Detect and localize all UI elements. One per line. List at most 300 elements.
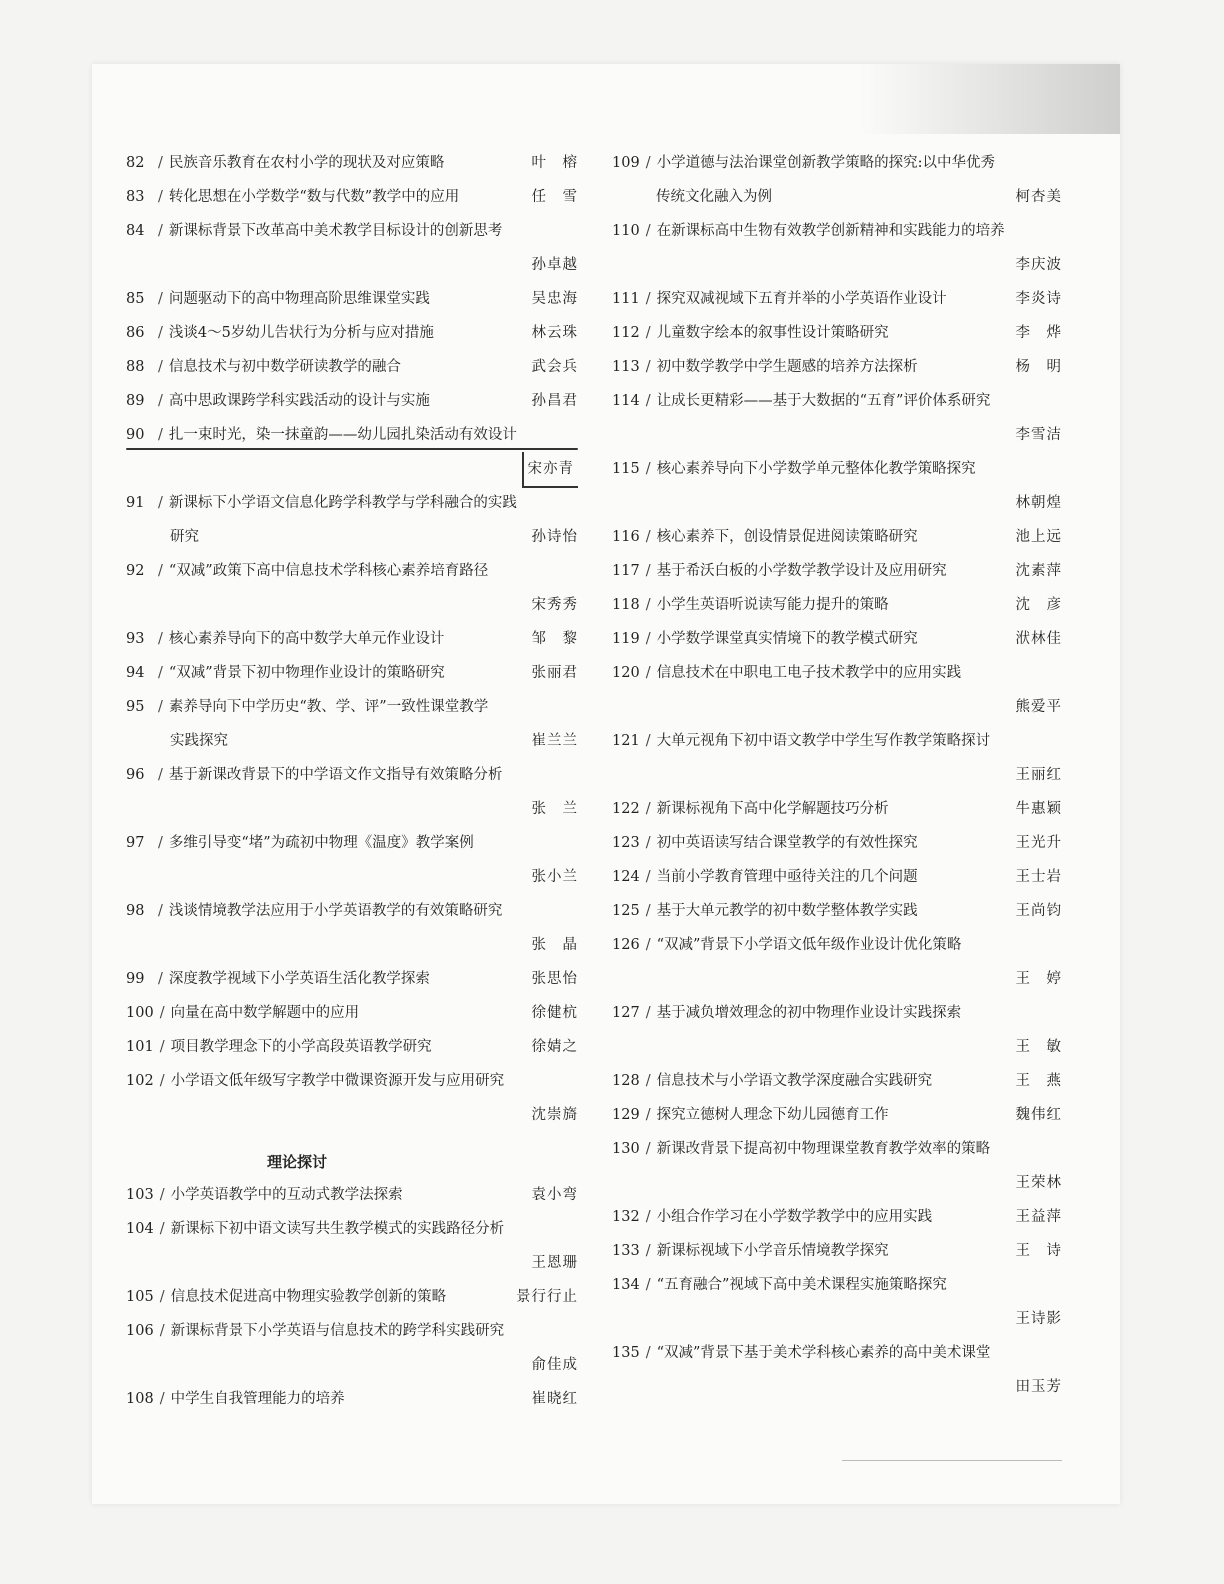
entry-page-number: 119 <box>612 631 640 647</box>
separator: / <box>645 1073 651 1089</box>
entry-page-number: 110 <box>612 223 640 239</box>
separator: / <box>158 427 163 443</box>
entry-page-number: 124 <box>612 869 640 885</box>
toc-entry-continuation <box>612 1166 1062 1200</box>
entry-author: 王尚钧 <box>1015 903 1062 919</box>
entry-title: 儿童数字绘本的叙事性设计策略研究 <box>656 325 889 341</box>
entry-page-number: 89 <box>126 393 145 409</box>
toc-entry-continuation <box>612 1370 1062 1404</box>
separator: / <box>159 1039 165 1055</box>
entry-page-number: 111 <box>612 291 640 307</box>
entry-author: 林朝煌 <box>1015 495 1062 511</box>
toc-entry-continuation <box>126 1348 578 1382</box>
toc-entry-line <box>612 350 1062 384</box>
entry-title: 让成长更精彩——基于大数据的“五育”评价体系研究 <box>656 393 991 409</box>
toc-entry <box>126 384 578 418</box>
toc-entry-line <box>126 1314 578 1348</box>
toc-entry <box>126 690 578 758</box>
separator: / <box>158 189 163 205</box>
toc-entry <box>612 860 1062 894</box>
separator: / <box>645 733 651 749</box>
entry-page-number: 133 <box>612 1243 640 1259</box>
separator: / <box>645 1243 651 1259</box>
entry-author: 宋亦青 <box>522 452 579 488</box>
toc-entry-line <box>126 622 578 656</box>
toc-entry-continuation <box>612 486 1062 520</box>
entry-title: 小学数学课堂真实情境下的教学模式研究 <box>656 631 918 647</box>
entry-author: 王 婷 <box>1015 971 1062 987</box>
entry-title: 扎一束时光，染一抹童韵——幼儿园扎染活动有效设计 <box>168 427 517 443</box>
toc-entry-line <box>126 418 578 452</box>
toc-entry <box>126 1314 578 1382</box>
entry-page-number: 118 <box>612 597 640 613</box>
entry-page-number: 92 <box>126 563 145 579</box>
toc-entry <box>126 1280 578 1314</box>
page-shadow <box>860 64 1120 134</box>
toc-entry <box>612 1132 1062 1200</box>
toc-entry <box>126 554 578 622</box>
toc-entry-line <box>612 1268 1062 1302</box>
entry-author: 宋秀秀 <box>531 597 578 613</box>
toc-entry-line <box>612 1132 1062 1166</box>
toc-entry-continuation <box>126 724 578 758</box>
toc-entry <box>612 826 1062 860</box>
entry-title: 探究立德树人理念下幼儿园德育工作 <box>656 1107 889 1123</box>
entry-author: 牛惠颖 <box>1015 801 1062 817</box>
toc-entry <box>612 554 1062 588</box>
entry-page-number: 115 <box>612 461 640 477</box>
entry-page-number: 105 <box>126 1289 154 1305</box>
entry-page-number: 102 <box>126 1073 154 1089</box>
toc-entry-line <box>126 962 578 996</box>
toc-entry-continuation <box>126 1098 578 1132</box>
entry-author: 任 雪 <box>531 189 578 205</box>
toc-entry <box>126 656 578 690</box>
entry-title: “双减”背景下基于美术学科核心素养的高中美术课堂 <box>656 1345 991 1361</box>
entry-title: 多维引导变“堵”为疏初中物理《温度》教学案例 <box>168 835 474 851</box>
separator: / <box>158 835 163 851</box>
toc-entry-line <box>126 1280 578 1314</box>
toc-entry <box>612 350 1062 384</box>
separator: / <box>158 325 163 341</box>
toc-entry-line <box>612 588 1062 622</box>
toc-entry-line <box>612 996 1062 1030</box>
toc-entry-line <box>612 792 1062 826</box>
entry-author: 林云珠 <box>531 325 578 341</box>
toc-entry-continuation <box>126 452 578 486</box>
entry-page-number: 128 <box>612 1073 640 1089</box>
toc-entry <box>126 350 578 384</box>
toc-entry-line <box>126 758 578 792</box>
toc-entry-line <box>612 384 1062 418</box>
separator: / <box>645 801 651 817</box>
toc-entry-line <box>126 180 578 214</box>
entry-author: 李炎诗 <box>1015 291 1062 307</box>
toc-entry <box>126 758 578 826</box>
toc-entry-continuation <box>126 520 578 554</box>
entry-page-number: 132 <box>612 1209 640 1225</box>
entry-author: 王丽红 <box>1015 767 1062 783</box>
toc-entry <box>612 1268 1062 1336</box>
entry-author: 杨 明 <box>1015 359 1062 375</box>
separator: / <box>645 291 651 307</box>
toc-entry-line <box>126 384 578 418</box>
separator: / <box>645 461 651 477</box>
entry-author: 张 晶 <box>531 937 578 953</box>
toc-entry-continuation <box>612 1030 1062 1064</box>
toc-entry-line <box>612 1200 1062 1234</box>
toc-entry <box>612 384 1062 452</box>
toc-entry-continuation <box>612 180 1062 214</box>
entry-page-number: 86 <box>126 325 145 341</box>
entry-author: 沈 彦 <box>1015 597 1062 613</box>
toc-entry-line <box>126 1178 578 1212</box>
entry-page-number: 104 <box>126 1221 154 1237</box>
toc-entry-line <box>612 928 1062 962</box>
entry-page-number: 101 <box>126 1039 154 1055</box>
toc-entry-continuation <box>612 248 1062 282</box>
entry-title: “双减”背景下初中物理作业设计的策略研究 <box>168 665 445 681</box>
entry-title: 大单元视角下初中语文教学中学生写作教学策略探讨 <box>656 733 991 749</box>
toc-entry-continuation <box>612 418 1062 452</box>
entry-title: 小组合作学习在小学数学教学中的应用实践 <box>656 1209 933 1225</box>
toc-entry-line <box>612 1234 1062 1268</box>
toc-entry-continuation <box>126 792 578 826</box>
entry-title: 向量在高中数学解题中的应用 <box>170 1005 360 1021</box>
separator: / <box>645 903 651 919</box>
entry-title: 在新课标高中生物有效教学创新精神和实践能力的培养 <box>656 223 1005 239</box>
entry-page-number: 109 <box>612 155 640 171</box>
toc-entry <box>126 316 578 350</box>
entry-author: 徐健杭 <box>531 1005 578 1021</box>
separator: / <box>645 1107 651 1123</box>
separator: / <box>158 767 163 783</box>
separator: / <box>645 155 651 171</box>
toc-entry <box>612 588 1062 622</box>
toc-entry <box>612 724 1062 792</box>
separator: / <box>158 971 163 987</box>
entry-page-number: 97 <box>126 835 145 851</box>
entry-title: “双减”政策下高中信息技术学科核心素养培育路径 <box>168 563 489 579</box>
separator: / <box>158 291 163 307</box>
toc-entry-line <box>612 724 1062 758</box>
toc-entry-line <box>612 1336 1062 1370</box>
entry-author: 沈崇旖 <box>531 1107 578 1123</box>
toc-entry-continuation <box>126 860 578 894</box>
toc-entry <box>126 1064 578 1132</box>
entry-page-number: 84 <box>126 223 145 239</box>
toc-entry-line <box>612 316 1062 350</box>
entry-page-number: 117 <box>612 563 640 579</box>
toc-entry-line <box>612 214 1062 248</box>
toc-entry-continuation <box>126 1246 578 1280</box>
separator: / <box>158 393 163 409</box>
separator: / <box>645 359 651 375</box>
toc-entry <box>126 962 578 996</box>
separator: / <box>158 631 163 647</box>
entry-page-number: 134 <box>612 1277 640 1293</box>
toc-entry <box>612 1336 1062 1404</box>
toc-entry <box>612 622 1062 656</box>
toc-entry-line <box>126 826 578 860</box>
entry-page-number: 116 <box>612 529 640 545</box>
entry-title: 转化思想在小学数学“数与代数”教学中的应用 <box>168 189 460 205</box>
entry-author: 袁小弯 <box>531 1187 578 1203</box>
entry-author: 王光升 <box>1015 835 1062 851</box>
entry-title: “五育融合”视域下高中美术课程实施策略探究 <box>656 1277 947 1293</box>
entry-title: 信息技术在中职电工电子技术教学中的应用实践 <box>656 665 962 681</box>
toc-entry-line <box>126 1064 578 1098</box>
separator: / <box>158 155 163 171</box>
toc-entry <box>126 996 578 1030</box>
toc-entry <box>612 1098 1062 1132</box>
entry-page-number: 83 <box>126 189 145 205</box>
entry-title: 新课标下初中语文读写共生教学模式的实践路径分析 <box>170 1221 505 1237</box>
entry-page-number: 96 <box>126 767 145 783</box>
separator: / <box>645 223 651 239</box>
entry-author: 张 兰 <box>531 801 578 817</box>
toc-entry-continuation <box>612 690 1062 724</box>
separator: / <box>645 1209 651 1225</box>
entry-page-number: 108 <box>126 1391 154 1407</box>
entry-title: 新课标视角下高中化学解题技巧分析 <box>656 801 889 817</box>
entry-author: 孙诗怡 <box>531 529 578 545</box>
toc-entry-line <box>612 452 1062 486</box>
entry-author: 田玉芳 <box>1015 1379 1062 1395</box>
section-heading: 理论探讨 <box>266 1153 327 1171</box>
toc-entry-line <box>126 894 578 928</box>
separator: / <box>645 1141 651 1157</box>
separator: / <box>645 1277 651 1293</box>
entry-title: 基于减负增效理念的初中物理作业设计实践探索 <box>656 1005 962 1021</box>
entry-page-number: 123 <box>612 835 640 851</box>
entry-author: 吴忠海 <box>531 291 578 307</box>
entry-author: 王恩珊 <box>531 1255 578 1271</box>
entry-author: 熊爱平 <box>1015 699 1062 715</box>
toc-entry-continuation <box>126 588 578 622</box>
entry-page-number: 120 <box>612 665 640 681</box>
entry-title: 小学道德与法治课堂创新教学策略的探究:以中华优秀 <box>656 155 995 171</box>
entry-title: 中学生自我管理能力的培养 <box>170 1391 345 1407</box>
separator: / <box>158 665 163 681</box>
entry-page-number: 93 <box>126 631 145 647</box>
toc-entry-line <box>126 350 578 384</box>
toc-entry <box>126 622 578 656</box>
separator: / <box>159 1323 165 1339</box>
toc-entry-line <box>612 826 1062 860</box>
toc-entry-line <box>126 554 578 588</box>
entry-author: 王 燕 <box>1015 1073 1062 1089</box>
toc-entry-continuation <box>612 758 1062 792</box>
toc-entry <box>126 282 578 316</box>
entry-title: 浅谈4～5岁幼儿告状行为分析与应对措施 <box>168 325 434 341</box>
entry-author: 王益萍 <box>1015 1209 1062 1225</box>
entry-page-number: 99 <box>126 971 145 987</box>
separator: / <box>159 1289 165 1305</box>
entry-title: 新课标视域下小学音乐情境教学探究 <box>656 1243 889 1259</box>
entry-title: 小学语文低年级写字教学中微课资源开发与应用研究 <box>170 1073 505 1089</box>
entry-author: 王 诗 <box>1015 1243 1062 1259</box>
entry-author: 孙卓越 <box>531 257 578 273</box>
toc-entry <box>612 214 1062 282</box>
entry-title: 核心素养导向下小学数学单元整体化教学策略探究 <box>656 461 976 477</box>
entry-page-number: 95 <box>126 699 145 715</box>
entry-page-number: 126 <box>612 937 640 953</box>
toc-entry-line <box>126 996 578 1030</box>
entry-title: 基于大单元教学的初中数学整体教学实践 <box>656 903 918 919</box>
entry-title: 高中思政课跨学科实践活动的设计与实施 <box>168 393 430 409</box>
toc-entry <box>126 1178 578 1212</box>
separator: / <box>645 1345 651 1361</box>
entry-author: 沈素萍 <box>1015 563 1062 579</box>
entry-author: 王士岩 <box>1015 869 1062 885</box>
toc-entry <box>612 452 1062 520</box>
entry-page-number: 103 <box>126 1187 154 1203</box>
toc-right-column <box>612 146 1062 1404</box>
entry-title: 新课标背景下小学英语与信息技术的跨学科实践研究 <box>170 1323 505 1339</box>
toc-entry-line <box>126 690 578 724</box>
entry-title: 信息技术促进高中物理实验教学创新的策略 <box>170 1289 447 1305</box>
separator: / <box>645 665 651 681</box>
handwritten-underline <box>126 448 578 450</box>
toc-entry-line <box>612 894 1062 928</box>
entry-page-number: 112 <box>612 325 640 341</box>
entry-author: 张丽君 <box>531 665 578 681</box>
toc-entry-line <box>612 860 1062 894</box>
toc-left-column <box>126 146 578 1416</box>
footer-rule <box>842 1460 1062 1461</box>
entry-page-number: 122 <box>612 801 640 817</box>
entry-page-number: 100 <box>126 1005 154 1021</box>
toc-entry <box>612 282 1062 316</box>
separator: / <box>158 699 163 715</box>
separator: / <box>645 631 651 647</box>
entry-author: 徐婧之 <box>531 1039 578 1055</box>
toc-entry-line <box>612 146 1062 180</box>
toc-entry-line <box>126 486 578 520</box>
separator: / <box>645 393 651 409</box>
entry-title: 基于新课改背景下的中学语文作文指导有效策略分析 <box>168 767 503 783</box>
entry-page-number: 98 <box>126 903 145 919</box>
entry-title: 项目教学理念下的小学高段英语教学研究 <box>170 1039 432 1055</box>
toc-entry-line <box>612 1064 1062 1098</box>
entry-page-number: 91 <box>126 495 145 511</box>
entry-title: 探究双减视域下五育并举的小学英语作业设计 <box>656 291 947 307</box>
entry-title-continued: 研究 <box>170 529 199 545</box>
entry-page-number: 90 <box>126 427 145 443</box>
entry-title: 民族音乐教育在农村小学的现状及对应策略 <box>168 155 445 171</box>
entry-title: 问题驱动下的高中物理高阶思维课堂实践 <box>168 291 430 307</box>
toc-entry-continuation <box>126 248 578 282</box>
toc-entry-line <box>126 1212 578 1246</box>
entry-author: 景行行止 <box>516 1289 578 1305</box>
separator: / <box>159 1073 165 1089</box>
toc-entry-line <box>126 146 578 180</box>
toc-entry <box>612 894 1062 928</box>
entry-title: 信息技术与小学语文教学深度融合实践研究 <box>656 1073 933 1089</box>
entry-title: 素养导向下中学历史“教、学、评”一致性课堂教学 <box>168 699 489 715</box>
toc-entry-line <box>612 622 1062 656</box>
toc-entry-line <box>612 656 1062 690</box>
entry-page-number: 82 <box>126 155 145 171</box>
entry-author: 王荣林 <box>1015 1175 1062 1191</box>
entry-page-number: 113 <box>612 359 640 375</box>
toc-entry-line <box>126 1382 578 1416</box>
entry-author: 邹 黎 <box>531 631 578 647</box>
separator: / <box>645 937 651 953</box>
entry-title: 新课标背景下改革高中美术教学目标设计的创新思考 <box>168 223 503 239</box>
entry-title: 当前小学教育管理中亟待关注的几个问题 <box>656 869 918 885</box>
entry-title: 初中英语读写结合课堂教学的有效性探究 <box>656 835 918 851</box>
toc-entry <box>126 1030 578 1064</box>
entry-page-number: 106 <box>126 1323 154 1339</box>
separator: / <box>159 1187 165 1203</box>
entry-author: 柯杏美 <box>1015 189 1062 205</box>
toc-entry <box>612 928 1062 996</box>
toc-entry <box>126 894 578 962</box>
entry-page-number: 94 <box>126 665 145 681</box>
toc-entry <box>612 1064 1062 1098</box>
entry-author: 洑林佳 <box>1015 631 1062 647</box>
entry-author: 崔晓红 <box>531 1391 578 1407</box>
entry-page-number: 121 <box>612 733 640 749</box>
toc-entry-line <box>126 316 578 350</box>
entry-page-number: 127 <box>612 1005 640 1021</box>
separator: / <box>645 529 651 545</box>
separator: / <box>158 359 163 375</box>
separator: / <box>645 325 651 341</box>
toc-entry <box>612 1234 1062 1268</box>
toc-entry-line <box>612 554 1062 588</box>
toc-entry <box>612 996 1062 1064</box>
separator: / <box>645 563 651 579</box>
entry-title: 新课标下小学语文信息化跨学科教学与学科融合的实践 <box>168 495 517 511</box>
entry-author: 张思怡 <box>531 971 578 987</box>
entry-title: “双减”背景下小学语文低年级作业设计优化策略 <box>656 937 962 953</box>
toc-entry <box>126 486 578 554</box>
entry-author: 崔兰兰 <box>531 733 578 749</box>
entry-title: 核心素养下，创设情景促进阅读策略研究 <box>656 529 918 545</box>
toc-entry <box>126 180 578 214</box>
entry-title: 小学生英语听说读写能力提升的策略 <box>656 597 889 613</box>
toc-entry <box>126 1382 578 1416</box>
entry-page-number: 125 <box>612 903 640 919</box>
entry-title: 小学英语教学中的互动式教学法探索 <box>170 1187 403 1203</box>
entry-author: 孙昌君 <box>531 393 578 409</box>
toc-entry <box>612 656 1062 724</box>
toc-entry <box>612 146 1062 214</box>
separator: / <box>158 223 163 239</box>
separator: / <box>158 903 163 919</box>
toc-entry-line <box>126 214 578 248</box>
entry-page-number: 114 <box>612 393 640 409</box>
toc-entry <box>126 146 578 180</box>
separator: / <box>159 1221 165 1237</box>
toc-entry-continuation <box>612 1302 1062 1336</box>
entry-author: 王 敏 <box>1015 1039 1062 1055</box>
entry-author: 张小兰 <box>531 869 578 885</box>
entry-title: 信息技术与初中数学研读教学的融合 <box>168 359 401 375</box>
toc-entry <box>126 418 578 486</box>
entry-page-number: 129 <box>612 1107 640 1123</box>
toc-entry-line <box>612 520 1062 554</box>
entry-title: 基于希沃白板的小学数学教学设计及应用研究 <box>656 563 947 579</box>
entry-page-number: 85 <box>126 291 145 307</box>
toc-entry-line <box>612 282 1062 316</box>
entry-title: 初中数学教学中学生题感的培养方法探析 <box>656 359 918 375</box>
entry-title: 浅谈情境教学法应用于小学英语教学的有效策略研究 <box>168 903 503 919</box>
toc-entry-line <box>126 282 578 316</box>
